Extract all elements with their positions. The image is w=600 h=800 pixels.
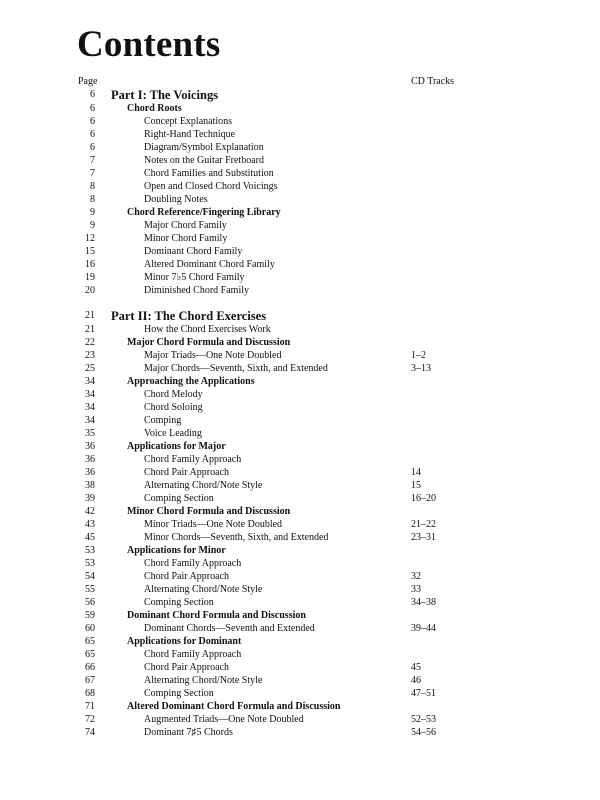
- toc-entry-item: [0, 401, 600, 414]
- page-number: 55: [85, 584, 95, 595]
- page-number: 35: [85, 428, 95, 439]
- page-number: 60: [85, 623, 95, 634]
- toc-entry-item: [0, 115, 600, 128]
- page-number: 20: [85, 285, 95, 296]
- page-number: 36: [85, 441, 95, 452]
- toc-entry-item: [0, 531, 600, 544]
- entry-title: Diminished Chord Family: [144, 285, 249, 296]
- toc-entry-item: [0, 726, 600, 739]
- entry-title: Major Chords—Seventh, Sixth, and Extended: [144, 363, 328, 374]
- page-number: 6: [90, 89, 95, 100]
- entry-title: Chord Pair Approach: [144, 571, 229, 582]
- toc-entry-item: [0, 258, 600, 271]
- page-number: 25: [85, 363, 95, 374]
- page-number: 59: [85, 610, 95, 621]
- entry-title: Comping Section: [144, 688, 214, 699]
- entry-title: Chord Pair Approach: [144, 662, 229, 673]
- toc-entry-item: [0, 414, 600, 427]
- cd-tracks: 46: [411, 675, 421, 686]
- entry-title: Chord Family Approach: [144, 558, 242, 569]
- spacer: [0, 297, 600, 309]
- entry-title: Comping Section: [144, 597, 214, 608]
- page-number: 45: [85, 532, 95, 543]
- entry-title: Altered Dominant Chord Family: [144, 259, 275, 270]
- toc-entry-section: [0, 375, 600, 388]
- entry-title: Chord Families and Substitution: [144, 168, 274, 179]
- entry-title: Part I: The Voicings: [111, 88, 219, 102]
- entry-title: Dominant 7♯5 Chords: [144, 727, 233, 738]
- page-number: 68: [85, 688, 95, 699]
- toc-entry-item: [0, 674, 600, 687]
- toc-entry-section: [0, 206, 600, 219]
- page-number: 43: [85, 519, 95, 530]
- entry-title: Alternating Chord/Note Style: [144, 480, 263, 491]
- cd-tracks: 45: [411, 662, 421, 673]
- page-number: 6: [90, 142, 95, 153]
- entry-title: Applications for Dominant: [127, 636, 242, 647]
- entry-title: Dominant Chord Family: [144, 246, 243, 257]
- page-number: 9: [90, 220, 95, 231]
- toc-entry-item: [0, 219, 600, 232]
- cd-tracks: 14: [411, 467, 421, 478]
- entry-title: Chord Reference/Fingering Library: [127, 207, 281, 218]
- page-number: 65: [85, 636, 95, 647]
- page-title: Contents: [77, 24, 221, 65]
- toc-entry-item: [0, 323, 600, 336]
- entry-title: Major Chord Family: [144, 220, 227, 231]
- page-number: 7: [90, 168, 95, 179]
- page-column-header: Page: [78, 76, 98, 87]
- toc-entry-section: [0, 505, 600, 518]
- cd-tracks-column-header: CD Tracks: [411, 76, 455, 87]
- page-number: 8: [90, 194, 95, 205]
- entry-title: Applications for Major: [127, 441, 226, 452]
- page-number: 7: [90, 155, 95, 166]
- entry-title: Dominant Chord Formula and Discussion: [127, 610, 306, 621]
- entry-title: Part II: The Chord Exercises: [111, 309, 267, 323]
- entry-title: Alternating Chord/Note Style: [144, 584, 263, 595]
- entry-title: Minor Triads—One Note Doubled: [144, 519, 283, 530]
- entry-title: Voice Leading: [144, 428, 202, 439]
- page-number: 12: [85, 233, 95, 244]
- contents-list: [0, 88, 600, 739]
- entry-title: Applications for Minor: [127, 545, 226, 556]
- entry-title: Comping: [144, 415, 182, 426]
- cd-tracks: 47–51: [411, 688, 436, 699]
- cd-tracks: 39–44: [411, 623, 436, 634]
- entry-title: Chord Soloing: [144, 402, 203, 413]
- toc-entry-item: [0, 128, 600, 141]
- entry-title: Open and Closed Chord Voicings: [144, 181, 278, 192]
- cd-tracks: 32: [411, 571, 421, 582]
- toc-entry-item: [0, 687, 600, 700]
- page-number: 23: [85, 350, 95, 361]
- toc-entry-item: [0, 466, 600, 479]
- entry-title: Doubling Notes: [144, 194, 208, 205]
- page-number: 36: [85, 454, 95, 465]
- toc-entry-section: [0, 544, 600, 557]
- page-number: 74: [85, 727, 95, 738]
- page-number: 65: [85, 649, 95, 660]
- entry-title: Chord Pair Approach: [144, 467, 229, 478]
- entry-title: Minor Chords—Seventh, Sixth, and Extended: [144, 532, 329, 543]
- toc-entry-section: [0, 700, 600, 713]
- entry-title: Approaching the Applications: [127, 376, 255, 387]
- entry-title: Major Chord Formula and Discussion: [127, 337, 291, 348]
- page-number: 42: [85, 506, 95, 517]
- toc-entry-item: [0, 362, 600, 375]
- entry-title: Minor Chord Family: [144, 233, 228, 244]
- page-number: 21: [85, 310, 95, 321]
- entry-title: Concept Explanations: [144, 116, 233, 127]
- page-number: 15: [85, 246, 95, 257]
- toc-entry-item: [0, 232, 600, 245]
- cd-tracks: 1–2: [411, 350, 426, 361]
- toc-entry-item: [0, 713, 600, 726]
- toc-entry-item: [0, 167, 600, 180]
- toc-entry-item: [0, 154, 600, 167]
- toc-entry-item: [0, 622, 600, 635]
- toc-entry-section: [0, 336, 600, 349]
- entry-title: Minor 7♭5 Chord Family: [144, 272, 245, 283]
- page-number: 8: [90, 181, 95, 192]
- page-number: 56: [85, 597, 95, 608]
- page-number: 6: [90, 129, 95, 140]
- entry-title: Diagram/Symbol Explanation: [144, 142, 264, 153]
- toc-entry-item: [0, 388, 600, 401]
- page-number: 36: [85, 467, 95, 478]
- page-number: 53: [85, 545, 95, 556]
- cd-tracks: 52–53: [411, 714, 436, 725]
- cd-tracks: 33: [411, 584, 421, 595]
- toc-entry-item: [0, 245, 600, 258]
- entry-title: Chord Family Approach: [144, 649, 242, 660]
- page-number: 34: [85, 376, 95, 387]
- toc-entry-section: [0, 609, 600, 622]
- entry-title: Minor Chord Formula and Discussion: [127, 506, 291, 517]
- page-number: 71: [85, 701, 95, 712]
- entry-title: Comping Section: [144, 493, 214, 504]
- cd-tracks: 21–22: [411, 519, 436, 530]
- page-number: 72: [85, 714, 95, 725]
- toc-entry-item: [0, 661, 600, 674]
- toc-entry-part: [0, 309, 600, 323]
- cd-tracks: 3–13: [411, 363, 431, 374]
- toc-entry-part: [0, 88, 600, 102]
- page-number: 6: [90, 116, 95, 127]
- toc-entry-item: [0, 141, 600, 154]
- toc-entry-item: [0, 557, 600, 570]
- toc-entry-item: [0, 284, 600, 297]
- entry-title: Major Triads—One Note Doubled: [144, 350, 282, 361]
- page-number: 19: [85, 272, 95, 283]
- toc-entry-section: [0, 102, 600, 115]
- toc-entry-item: [0, 570, 600, 583]
- toc-entry-item: [0, 349, 600, 362]
- page-number: 67: [85, 675, 95, 686]
- toc-entry-item: [0, 518, 600, 531]
- entry-title: How the Chord Exercises Work: [144, 324, 271, 335]
- entry-title: Augmented Triads—One Note Doubled: [144, 714, 304, 725]
- toc-entry-item: [0, 583, 600, 596]
- entry-title: Altered Dominant Chord Formula and Discussion: [127, 701, 341, 712]
- entry-title: Chord Roots: [127, 103, 182, 114]
- toc-entry-item: [0, 427, 600, 440]
- toc-entry-item: [0, 479, 600, 492]
- page-number: 16: [85, 259, 95, 270]
- page-number: 9: [90, 207, 95, 218]
- page-number: 34: [85, 402, 95, 413]
- page-number: 22: [85, 337, 95, 348]
- entry-title: Chord Family Approach: [144, 454, 242, 465]
- entry-title: Notes on the Guitar Fretboard: [144, 155, 264, 166]
- page-number: 38: [85, 480, 95, 491]
- page-number: 53: [85, 558, 95, 569]
- toc-entry-item: [0, 180, 600, 193]
- entry-title: Chord Melody: [144, 389, 203, 400]
- page-number: 6: [90, 103, 95, 114]
- toc-entry-item: [0, 193, 600, 206]
- toc-entry-section: [0, 440, 600, 453]
- toc-entry-item: [0, 648, 600, 661]
- entry-title: Right-Hand Technique: [144, 129, 236, 140]
- cd-tracks: 34–38: [411, 597, 436, 608]
- cd-tracks: 16–20: [411, 493, 436, 504]
- page-number: 54: [85, 571, 95, 582]
- cd-tracks: 15: [411, 480, 421, 491]
- toc-entry-section: [0, 635, 600, 648]
- toc-entry-item: [0, 596, 600, 609]
- page-number: 34: [85, 415, 95, 426]
- cd-tracks: 54–56: [411, 727, 436, 738]
- page-number: 34: [85, 389, 95, 400]
- toc-entry-item: [0, 492, 600, 505]
- page-number: 21: [85, 324, 95, 335]
- page-number: 66: [85, 662, 95, 673]
- entry-title: Alternating Chord/Note Style: [144, 675, 263, 686]
- toc-entry-item: [0, 271, 600, 284]
- page-number: 39: [85, 493, 95, 504]
- entry-title: Dominant Chords—Seventh and Extended: [144, 623, 315, 634]
- toc-entry-item: [0, 453, 600, 466]
- cd-tracks: 23–31: [411, 532, 436, 543]
